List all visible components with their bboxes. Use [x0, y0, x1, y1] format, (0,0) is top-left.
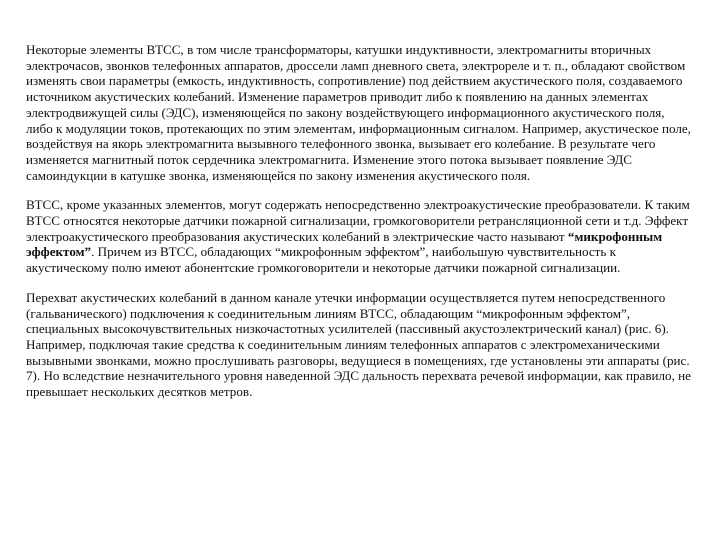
paragraph-1-text: Некоторые элементы ВТСС, в том числе трансформаторы, катушки индуктивности, электромагниты вторичных электрочасов, звонков телефонных аппаратов, дроссели ламп дневного света, электрореле и т. п., обладают свойством изменять свои параметры (емкость, индуктивность, сопротивление) под действием акустического поля, создаваемого источником акустических колебаний. Изменение параметров приводит либо к появлению на данных элементах электродвижущей силы (ЭДС), изменяющейся по закону воздействующего информационного акустического поля, либо к модуляции токов, протекающих по этим элементам, информационным сигналом. Например, акустическое поле, воздействуя на якорь электромагнита вызывного телефонного звонка, вызывает его колебание. В результате чего изменяется магнитный поток сердечника электромагнита. Изменение этого потока вызывает появление ЭДС самоиндукции в катушке звонка, изменяющейся по закону изменения акустического поля. — [26, 42, 691, 183]
paragraph-2-text-end: . Причем из ВТСС, обладающих “микрофонным эффектом”, наибольшую чувствительность к акустическому полю имеют абонентские громкоговорители и некоторые датчики пожарной сигнализации. — [26, 244, 621, 276]
paragraph-3 — [26, 290, 694, 400]
paragraph-3-text: Перехват акустических колебаний в данном канале утечки информации осуществляется путем непосредственного (гальванического) подключения к соединительным линиям ВТСС, обладающим “микрофонным эффектом”, специальных высокочувствительных низкочастотных усилителей (пассивный акустоэлектрический канал) (рис. 6). Например, подключая такие средства к соединительным линиям телефонных аппаратов с электромеханическими вызывными звонками, можно прослушивать разговоры, ведущиеся в помещениях, где установлены эти аппараты (рис. 7). Но вследствие незначительного уровня наведенной ЭДС дальность перехвата речевой информации, как правило, не превышает нескольких десятков метров. — [26, 289, 691, 400]
paragraph-2-text-start: ВТСС, кроме указанных элементов, могут содержать непосредственно электроакустические преобразователи. К таким ВТСС относятся некоторые датчики пожарной сигнализации, громкоговорители ретрансляционной сети и т.д. Эффект электроакустического преобразования акустических колебаний в электрические часто называют — [26, 197, 690, 244]
paragraph-2 — [26, 197, 694, 276]
document-body — [26, 42, 694, 400]
paragraph-2-bold-term: “микрофонным эффектом” — [26, 228, 663, 260]
paragraph-1 — [26, 42, 694, 183]
